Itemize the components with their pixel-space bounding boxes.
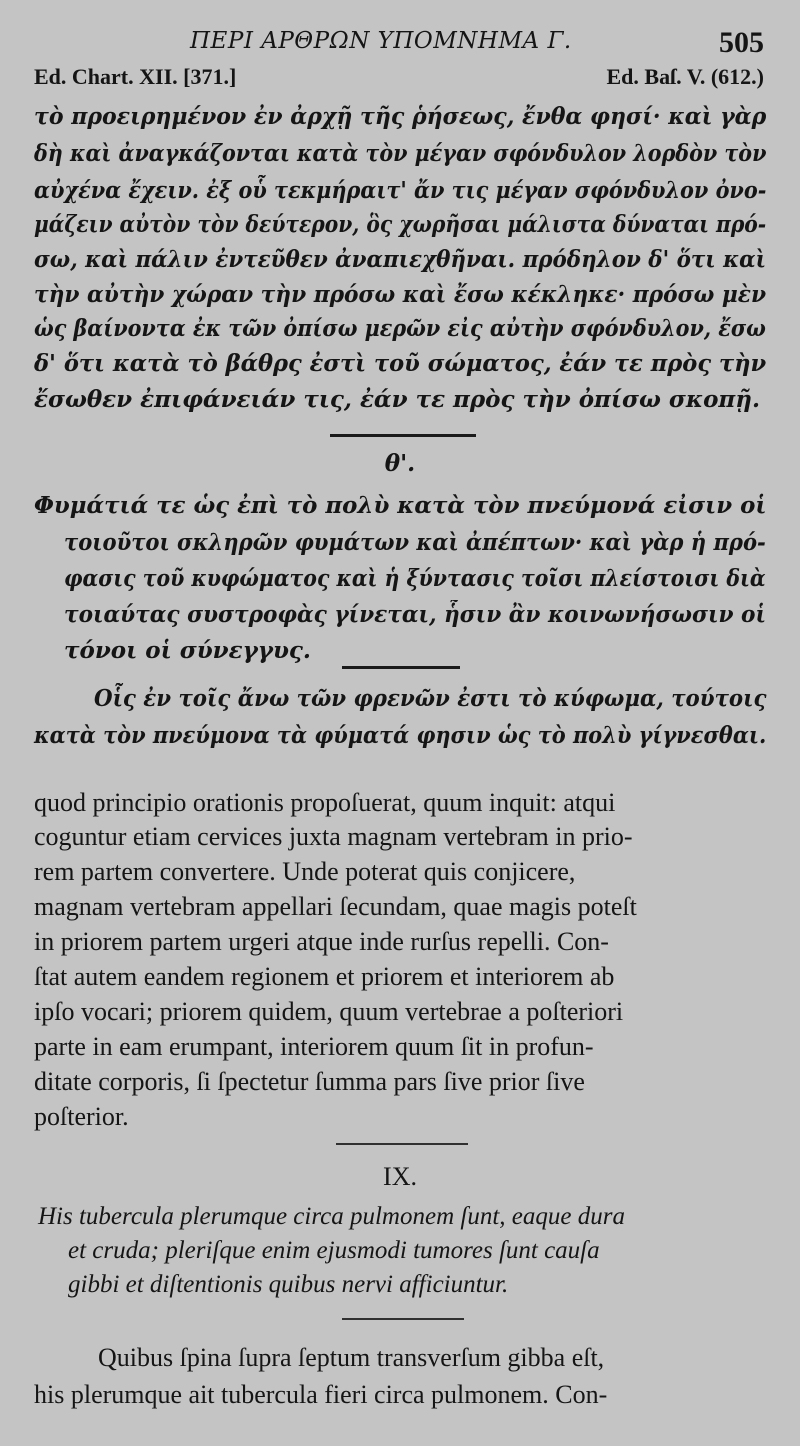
edition-reference-right: Ed. Baſ. V. (612.)	[606, 64, 764, 89]
greek-line: μάζειν αὐτὸν τὸν δεύτερον, ὃς χωρῆσαι μάλιστα δύναται πρό-	[34, 211, 767, 238]
greek-line: τὸ προειρημένον ἐν ἀρχῇ τῆς ῥήσεως, ἔνθα φησί· καὶ γὰρ	[34, 103, 767, 130]
greek-text-line: φασις τοῦ κυφώματος καὶ ἡ ξύντασις τοῖσι πλείστοισι διὰ	[64, 565, 766, 592]
edition-reference-left: Ed. Chart. XII. [371.]	[34, 64, 237, 89]
latin-section-number: IX.	[383, 1162, 417, 1191]
greek-text-line: τοιαύτας συστροφὰς γίνεται, ἧσιν ἂν κοινωνήσωσιν οἱ	[64, 601, 766, 628]
latin-line: magnam vertebram appellari ſecundam, quae magis poteſt	[34, 892, 637, 921]
greek-line: ἔσωθεν ἐπιφάνειάν τις, ἐάν τε πρὸς τὴν ὀπίσω σκοπῇ.	[34, 386, 760, 413]
greek-line: σω, καὶ πάλιν ἐντεῦθεν ἀναπιεχθῆναι. πρόδηλον δ' ὅτι καὶ	[34, 246, 767, 273]
greek-line: αὐχένα ἔχειν. ἐξ οὗ τεκμήραιτ' ἄν τις μέγαν σφόνδυλον ὀνο-	[34, 177, 767, 204]
latin-line: ditate corporis, ſi ſpectetur ſumma pars ſive prior ſive	[34, 1067, 585, 1096]
section-divider	[330, 434, 476, 437]
greek-line: τὴν αὐτὴν χώραν τὴν πρόσω καὶ ἔσω κέκληκε· πρόσω μὲν	[34, 281, 767, 308]
greek-text-line: τόνοι οἱ σύνεγγυς.	[64, 637, 311, 664]
latin-line: ſtat autem eandem regionem et priorem et interiorem ab	[34, 962, 615, 991]
section-divider	[342, 1318, 464, 1320]
greek-line: ὡς βαίνοντα ἐκ τῶν ὀπίσω μερῶν εἰς αὐτὴν σφόνδυλον, ἔσω	[34, 315, 766, 342]
page-number: 505	[719, 26, 764, 59]
greek-text-line: Φυμάτιά τε ὡς ἐπὶ τὸ πολὺ κατὰ τὸν πνεύμονά εἰσιν οἱ	[34, 492, 767, 519]
greek-line: δ' ὅτι κατὰ τὸ βάθρς ἐστὶ τοῦ σώματος, ἐάν τε πρὸς τὴν	[34, 350, 767, 377]
latin-line: poſterior.	[34, 1102, 129, 1131]
latin-text-line: gibbi et diſtentionis quibus nervi afficiuntur.	[68, 1271, 509, 1298]
greek-comment-line: Οἷς ἐν τοῖς ἄνω τῶν φρενῶν ἐστι τὸ κύφωμα, τούτοις	[94, 685, 767, 712]
greek-comment-line: κατὰ τὸν πνεύμονα τὰ φύματά φησιν ὡς τὸ πολὺ γίγνεσθαι.	[34, 722, 767, 749]
section-divider	[336, 1143, 468, 1145]
latin-line: in priorem partem urgeri atque inde rurſus repelli. Con-	[34, 927, 609, 956]
latin-line: coguntur etiam cervices juxta magnam vertebram in prio-	[34, 822, 633, 851]
latin-line: ipſo vocari; priorem quidem, quum vertebrae a poſteriori	[34, 997, 624, 1026]
greek-text-line: τοιοῦτοι σκληρῶν φυμάτων καὶ ἀπέπτων· καὶ γὰρ ἡ πρό-	[64, 529, 766, 556]
latin-comment-line: Quibus ſpina ſupra ſeptum transverſum gibba eſt,	[98, 1343, 605, 1372]
latin-comment-line: his plerumque ait tubercula fieri circa pulmonem. Con-	[34, 1380, 608, 1409]
latin-line: parte in eam erumpant, interiorem quum ſit in profun-	[34, 1032, 594, 1061]
latin-line: quod principio orationis propoſuerat, quum inquit: atqui	[34, 788, 616, 817]
latin-line: rem partem convertere. Unde poterat quis conjicere,	[34, 857, 576, 886]
greek-section-number: θ'.	[384, 450, 416, 477]
greek-line: δὴ καὶ ἀναγκάζονται κατὰ τὸν μέγαν σφόνδυλον λορδὸν τὸν	[34, 140, 767, 167]
latin-text-line: His tubercula plerumque circa pulmonem ſunt, eaque dura	[38, 1203, 625, 1230]
running-title: ΠΕΡΙ ΑΡΘΡΩΝ ΥΠΟΜΝΗΜΑ Γ.	[190, 28, 572, 54]
section-divider	[342, 666, 460, 669]
latin-text-line: et cruda; pleriſque enim ejusmodi tumores ſunt cauſa	[68, 1237, 600, 1264]
